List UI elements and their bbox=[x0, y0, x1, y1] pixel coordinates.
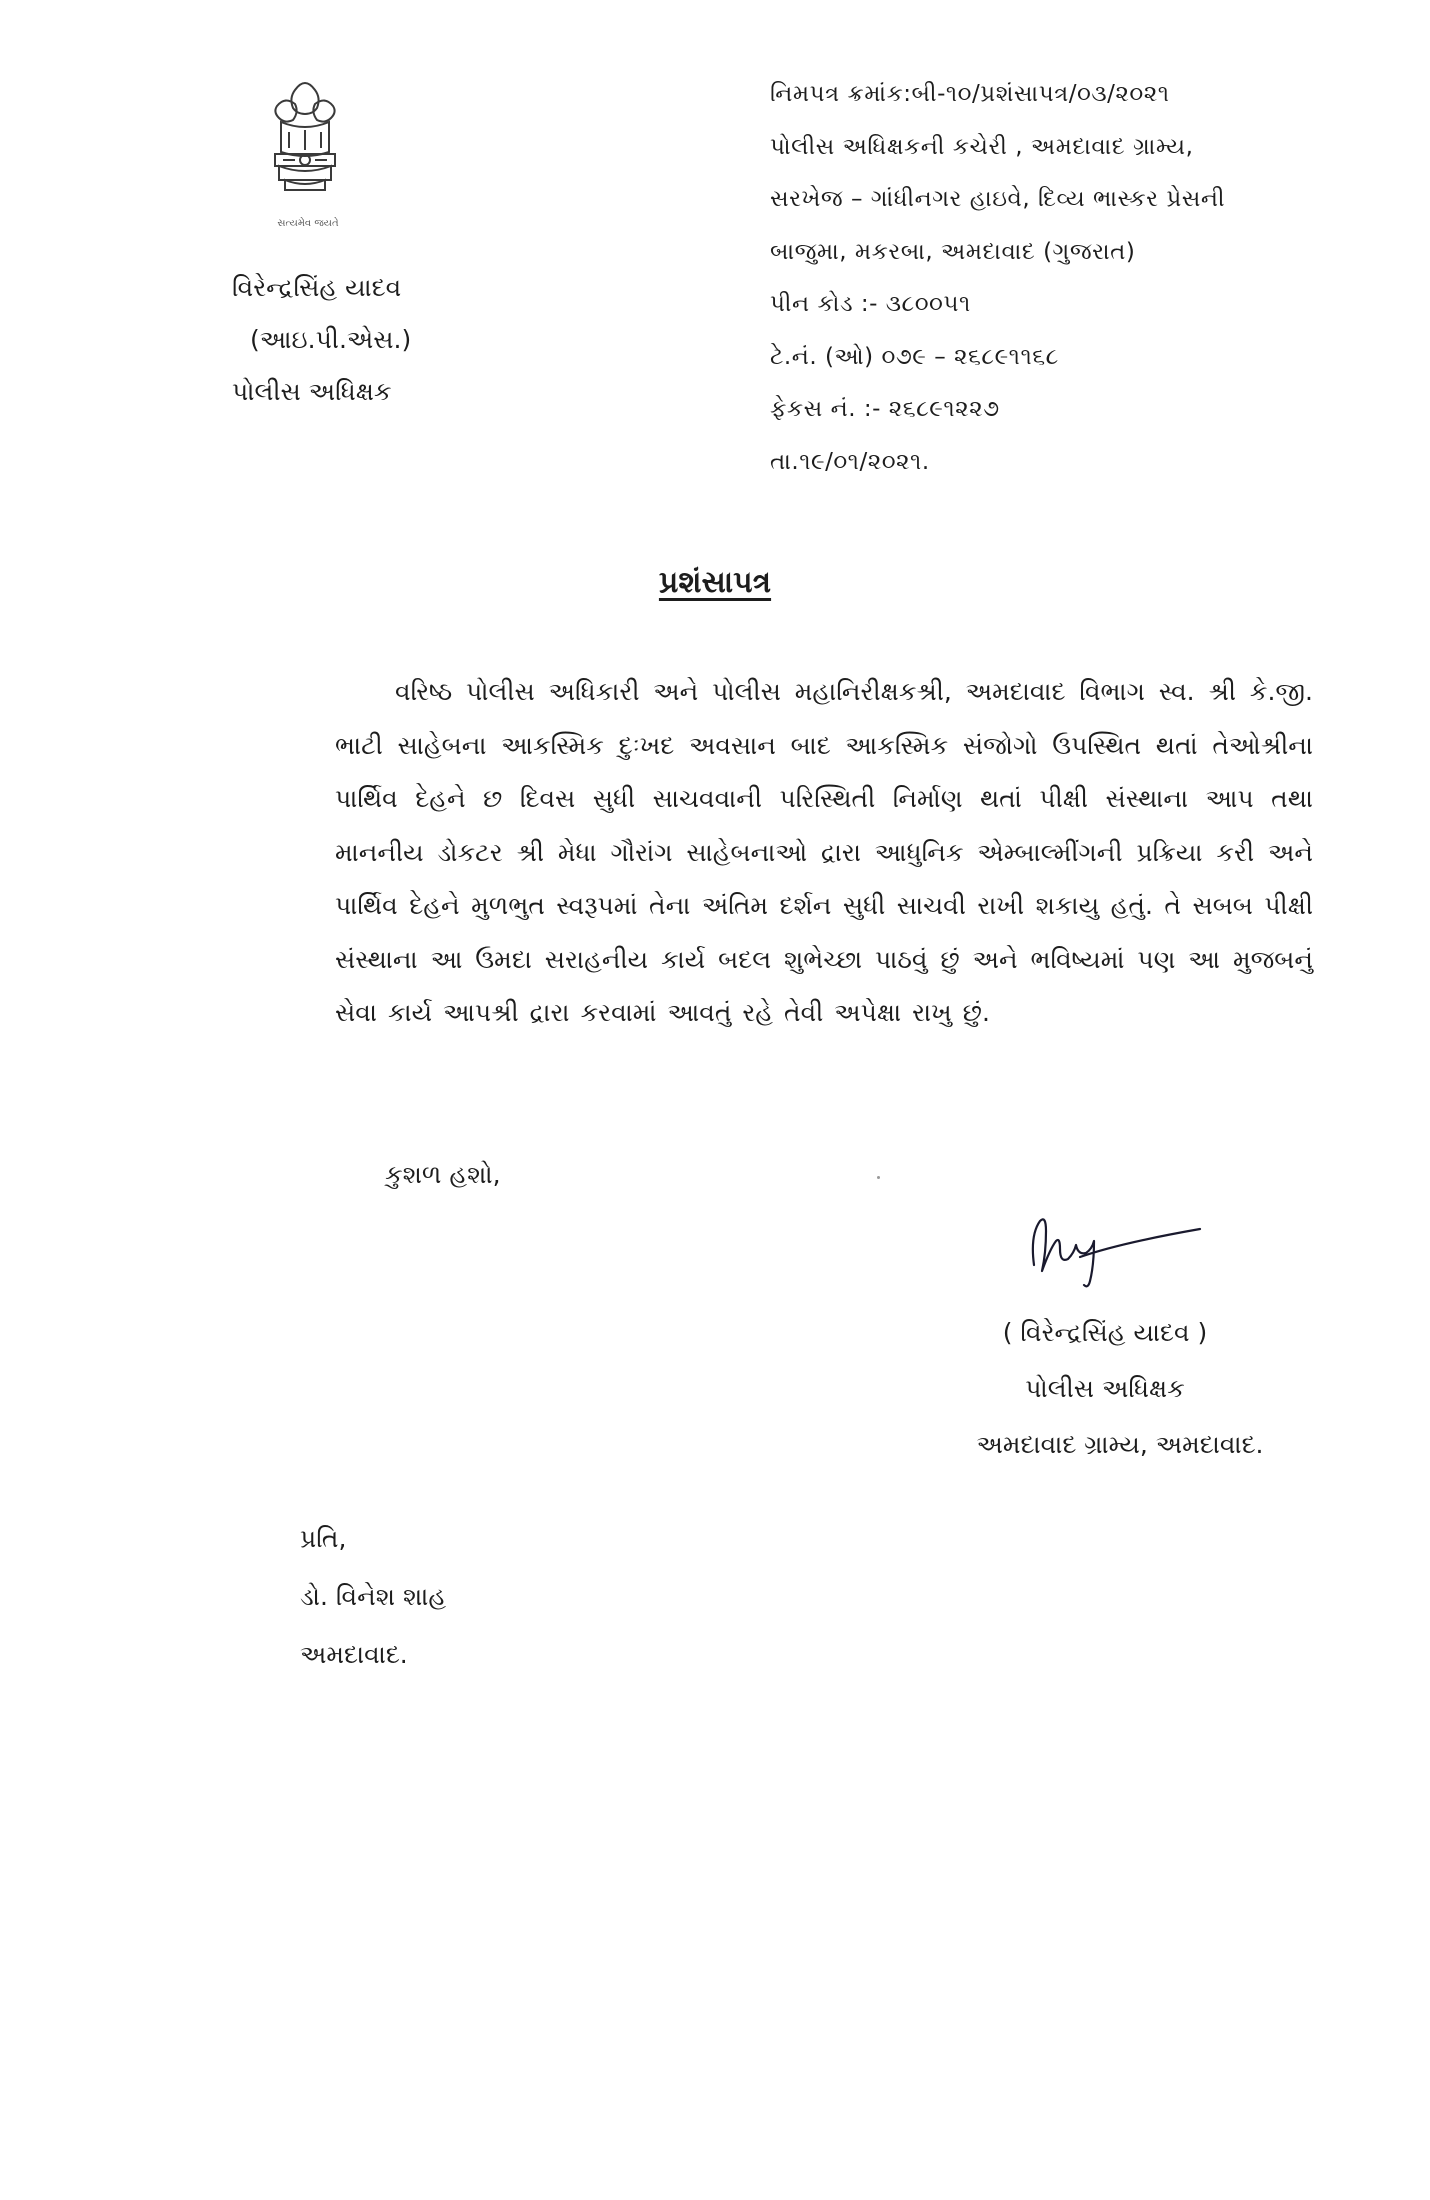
letter-body: વરિષ્ઠ પોલીસ અધિકારી અને પોલીસ મહાનિરીક્ષકશ્રી, અમદાવાદ વિભાગ સ્વ. શ્રી કે.જી. ભાટી સાહેબના આકસ્મિક દુઃખદ અવસાન બાદ આકસ્મિક સંજોગો ઉપસ્થિત થતાં તેઓશ્રીના પાર્થિવ દેહને છ દિવસ સુધી સાચવવાની પરિસ્થિતી નિર્માણ થતાં પીક્ષી સંસ્થાના આપ તથા માનનીય ડોકટર શ્રી મેધા ગૌરાંગ સાહેબનાઓ દ્રારા આધુનિક એમ્બાલ્મીંગની પ્રક્રિયા કરી અને પાર્થિવ દેહને મુળભુત સ્વરૂપમાં તેના અંતિમ દર્શન સુધી સાચવી રાખી શકાયુ હતું. તે સબબ પીક્ષી સંસ્થાના આ ઉમદા સરાહનીય કાર્ય બદલ શુભેચ્છા પાઠવું છું અને ભવિષ્યમાં પણ આ મુજબનું સેવા કાર્ય આપશ્રી દ્રારા કરવામાં આવતું રહે તેવી અપેક્ષા રાખુ છું. bbox=[335, 677, 1313, 1027]
address-line-2: બાજુમા, મકરબા, અમદાવાદ (ગુજરાત) bbox=[770, 238, 1136, 265]
letter-number: નિમપત્ર ક્રમાંક:બી-૧૦/પ્રશંસાપત્ર/૦૩/૨૦૨૧ bbox=[770, 81, 1170, 107]
pin-code: પીન કોડ :- ૩૮૦૦૫૧ bbox=[770, 291, 971, 317]
national-emblem-icon bbox=[255, 72, 355, 232]
recipient-name: ડો. વિનેશ શાહ bbox=[300, 1582, 447, 1611]
handwritten-signature bbox=[1020, 1205, 1220, 1295]
office-name: પોલીસ અધિક્ષકની કચેરી , અમદાવાદ ગ્રામ્ય, bbox=[770, 133, 1194, 160]
signatory-name: ( વિરેન્દ્રસિંહ યાદવ ) bbox=[1002, 1318, 1208, 1347]
sender-block bbox=[232, 262, 411, 418]
letter-title: પ્રશંસાપત્ર bbox=[658, 565, 772, 600]
recipient-salutation: પ્રતિ, bbox=[300, 1524, 347, 1553]
signatory-block bbox=[900, 1305, 1310, 1473]
address-line-1: સરખેજ – ગાંધીનગર હાઇવે, દિવ્ય ભાસ્કર પ્રેસની bbox=[770, 186, 1226, 212]
closing-line: કુશળ હશો, bbox=[385, 1160, 501, 1189]
sender-qualification: (આઇ.પી.એસ.) bbox=[250, 325, 412, 354]
fax-number: ફેકસ નં. :- ૨૬૮૯૧૨૨૭ bbox=[770, 396, 1000, 422]
signatory-office: અમદાવાદ ગ્રામ્ય, અમદાવાદ. bbox=[976, 1430, 1264, 1459]
signatory-designation: પોલીસ અધિક્ષક bbox=[1025, 1374, 1185, 1403]
sender-name: વિરેન્દ્રસિંહ યાદવ bbox=[232, 273, 402, 302]
reference-block bbox=[770, 68, 1225, 488]
phone-number: ટે.નં. (ઓ) ૦૭૯ – ૨૬૮૯૧૧૬૮ bbox=[770, 343, 1059, 370]
sender-designation: પોલીસ અધિક્ષક bbox=[232, 377, 392, 406]
letter-date: તા.૧૯/૦૧/૨૦૨૧. bbox=[770, 448, 930, 475]
emblem-motto: સત્યમેવ જયતે bbox=[277, 218, 339, 229]
scan-speck bbox=[877, 1176, 880, 1179]
lion-capital-icon bbox=[255, 72, 355, 212]
recipient-city: અમદાવાદ. bbox=[300, 1640, 408, 1669]
recipient-block bbox=[300, 1510, 446, 1684]
signature-icon bbox=[1020, 1205, 1220, 1295]
